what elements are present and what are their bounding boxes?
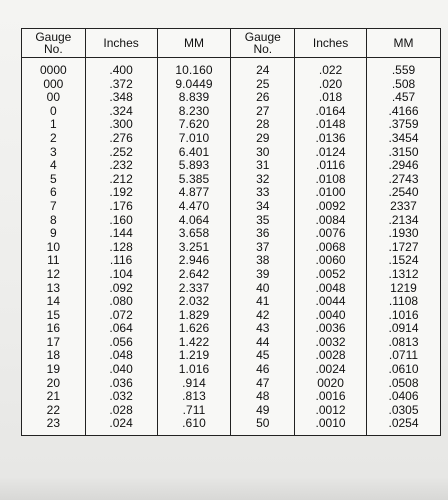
mm-right-cell: .457	[367, 91, 441, 105]
gauge-left-cell: 15	[22, 309, 86, 323]
mm-left-cell: 2.946	[157, 254, 231, 268]
inches-left-cell: .104	[85, 268, 157, 282]
inches-left-cell: .048	[85, 349, 157, 363]
inches-left-cell: .372	[85, 78, 157, 92]
mm-right-cell: .3150	[367, 146, 441, 160]
header-line: Inches	[312, 36, 349, 50]
inches-left-cell: .028	[85, 404, 157, 418]
mm-right-cell: .1016	[367, 309, 441, 323]
gauge-left-cell: 00	[22, 91, 86, 105]
inches-left-cell: .024	[85, 417, 157, 435]
gauge-left-cell: 7	[22, 200, 86, 214]
inches-left-cell: .300	[85, 118, 157, 132]
mm-left-cell: 7.620	[157, 118, 231, 132]
gauge-right-cell: 47	[231, 377, 295, 391]
table-row	[22, 404, 441, 418]
mm-right-cell: .1108	[367, 295, 441, 309]
gauge-left-cell: 23	[22, 417, 86, 435]
gauge-left-cell: 1	[22, 118, 86, 132]
inches-right-cell: .0016	[295, 390, 367, 404]
mm-left-cell: 3.251	[157, 241, 231, 255]
mm-right-cell: .2134	[367, 214, 441, 228]
header-inches-right	[295, 29, 367, 58]
gauge-left-cell: 22	[22, 404, 86, 418]
inches-right-cell: .020	[295, 78, 367, 92]
table-row	[22, 186, 441, 200]
gauge-left-cell: 14	[22, 295, 86, 309]
inches-left-cell: .176	[85, 200, 157, 214]
mm-left-cell: 5.893	[157, 159, 231, 173]
table-row	[22, 200, 441, 214]
mm-right-cell: .1727	[367, 241, 441, 255]
gauge-right-cell: 36	[231, 227, 295, 241]
gauge-left-cell: 16	[22, 322, 86, 336]
table-row	[22, 268, 441, 282]
gauge-left-cell: 3	[22, 146, 86, 160]
inches-left-cell: .192	[85, 186, 157, 200]
mm-left-cell: 5.385	[157, 173, 231, 187]
gauge-right-cell: 41	[231, 295, 295, 309]
header-line: No.	[253, 42, 273, 56]
inches-left-cell: .252	[85, 146, 157, 160]
inches-right-cell: .0092	[295, 200, 367, 214]
mm-left-cell: 8.839	[157, 91, 231, 105]
inches-right-cell: .0100	[295, 186, 367, 200]
mm-right-cell: .4166	[367, 105, 441, 119]
gauge-left-cell: 20	[22, 377, 86, 391]
gauge-left-cell: 11	[22, 254, 86, 268]
inches-left-cell: .160	[85, 214, 157, 228]
inches-left-cell: .080	[85, 295, 157, 309]
header-mm-right	[367, 29, 441, 58]
header-gauge-right	[231, 29, 295, 58]
mm-right-cell: .0508	[367, 377, 441, 391]
mm-left-cell: .610	[157, 417, 231, 435]
inches-left-cell: .232	[85, 159, 157, 173]
inches-right-cell: .0068	[295, 241, 367, 255]
inches-right-cell: .0108	[295, 173, 367, 187]
mm-left-cell: 1.422	[157, 336, 231, 350]
gauge-right-cell: 50	[231, 417, 295, 435]
gauge-left-cell: 0000	[22, 58, 86, 78]
mm-left-cell: 4.877	[157, 186, 231, 200]
table-row	[22, 377, 441, 391]
inches-right-cell: .0164	[295, 105, 367, 119]
mm-right-cell: .0254	[367, 417, 441, 435]
inches-left-cell: .128	[85, 241, 157, 255]
paper-bottom-shadow	[0, 478, 448, 500]
mm-left-cell: 6.401	[157, 146, 231, 160]
mm-left-cell: 3.658	[157, 227, 231, 241]
table-row	[22, 146, 441, 160]
gauge-right-cell: 25	[231, 78, 295, 92]
gauge-right-cell: 35	[231, 214, 295, 228]
gauge-left-cell: 18	[22, 349, 86, 363]
inches-right-cell: .0148	[295, 118, 367, 132]
mm-left-cell: 4.064	[157, 214, 231, 228]
inches-right-cell: .0060	[295, 254, 367, 268]
mm-left-cell: .914	[157, 377, 231, 391]
inches-right-cell: .022	[295, 58, 367, 78]
inches-right-cell: .0084	[295, 214, 367, 228]
mm-left-cell: 4.470	[157, 200, 231, 214]
gauge-right-cell: 27	[231, 105, 295, 119]
inches-right-cell: .0124	[295, 146, 367, 160]
mm-right-cell: .3454	[367, 132, 441, 146]
gauge-left-cell: 17	[22, 336, 86, 350]
mm-right-cell: .0406	[367, 390, 441, 404]
mm-right-cell: .0610	[367, 363, 441, 377]
inches-left-cell: .116	[85, 254, 157, 268]
gauge-right-cell: 39	[231, 268, 295, 282]
header-mm-left	[157, 29, 231, 58]
inches-right-cell: .0044	[295, 295, 367, 309]
header-line: MM	[184, 36, 204, 50]
gauge-conversion-table-container	[21, 28, 441, 436]
mm-left-cell: 2.642	[157, 268, 231, 282]
table-row	[22, 58, 441, 78]
mm-right-cell: 1219	[367, 282, 441, 296]
table-row	[22, 349, 441, 363]
mm-left-cell: 1.219	[157, 349, 231, 363]
gauge-conversion-table	[21, 28, 441, 436]
mm-right-cell: .1930	[367, 227, 441, 241]
inches-right-cell: .0040	[295, 309, 367, 323]
gauge-right-cell: 26	[231, 91, 295, 105]
table-row	[22, 173, 441, 187]
mm-right-cell: .3759	[367, 118, 441, 132]
header-line: Gauge	[35, 30, 72, 44]
gauge-left-cell: 000	[22, 78, 86, 92]
gauge-left-cell: 10	[22, 241, 86, 255]
gauge-left-cell: 0	[22, 105, 86, 119]
inches-right-cell: .0028	[295, 349, 367, 363]
mm-right-cell: 2337	[367, 200, 441, 214]
mm-right-cell: .0305	[367, 404, 441, 418]
table-row	[22, 309, 441, 323]
header-gauge-left	[22, 29, 86, 58]
table-header	[22, 29, 441, 58]
inches-right-cell: .018	[295, 91, 367, 105]
inches-left-cell: .040	[85, 363, 157, 377]
gauge-right-cell: 29	[231, 132, 295, 146]
gauge-left-cell: 13	[22, 282, 86, 296]
gauge-right-cell: 48	[231, 390, 295, 404]
mm-left-cell: 7.010	[157, 132, 231, 146]
table-row	[22, 390, 441, 404]
mm-left-cell: 9.0449	[157, 78, 231, 92]
inches-left-cell: .092	[85, 282, 157, 296]
inches-right-cell: .0012	[295, 404, 367, 418]
mm-right-cell: .0914	[367, 322, 441, 336]
table-row	[22, 241, 441, 255]
gauge-left-cell: 9	[22, 227, 86, 241]
gauge-right-cell: 32	[231, 173, 295, 187]
header-row	[22, 29, 441, 58]
gauge-right-cell: 37	[231, 241, 295, 255]
table-row	[22, 417, 441, 435]
gauge-right-cell: 40	[231, 282, 295, 296]
gauge-right-cell: 38	[231, 254, 295, 268]
table-row	[22, 132, 441, 146]
mm-right-cell: .0813	[367, 336, 441, 350]
inches-right-cell: .0116	[295, 159, 367, 173]
table-row	[22, 295, 441, 309]
gauge-right-cell: 33	[231, 186, 295, 200]
gauge-right-cell: 42	[231, 309, 295, 323]
mm-left-cell: 1.829	[157, 309, 231, 323]
table-row	[22, 118, 441, 132]
inches-left-cell: .036	[85, 377, 157, 391]
gauge-left-cell: 21	[22, 390, 86, 404]
gauge-right-cell: 46	[231, 363, 295, 377]
gauge-left-cell: 4	[22, 159, 86, 173]
gauge-right-cell: 24	[231, 58, 295, 78]
inches-left-cell: .212	[85, 173, 157, 187]
inches-right-cell: 0020	[295, 377, 367, 391]
gauge-right-cell: 45	[231, 349, 295, 363]
gauge-right-cell: 31	[231, 159, 295, 173]
mm-right-cell: .2946	[367, 159, 441, 173]
inches-right-cell: .0024	[295, 363, 367, 377]
mm-right-cell: .508	[367, 78, 441, 92]
inches-right-cell: .0032	[295, 336, 367, 350]
gauge-right-cell: 44	[231, 336, 295, 350]
mm-right-cell: .2540	[367, 186, 441, 200]
inches-right-cell: .0076	[295, 227, 367, 241]
mm-left-cell: 2.337	[157, 282, 231, 296]
inches-right-cell: .0048	[295, 282, 367, 296]
table-row	[22, 363, 441, 377]
inches-left-cell: .064	[85, 322, 157, 336]
mm-right-cell: .1524	[367, 254, 441, 268]
gauge-left-cell: 12	[22, 268, 86, 282]
mm-left-cell: .813	[157, 390, 231, 404]
table-row	[22, 78, 441, 92]
table-row	[22, 227, 441, 241]
table-row	[22, 159, 441, 173]
inches-right-cell: .0010	[295, 417, 367, 435]
header-line: No.	[43, 42, 63, 56]
gauge-right-cell: 43	[231, 322, 295, 336]
inches-left-cell: .400	[85, 58, 157, 78]
table-body	[22, 58, 441, 436]
gauge-right-cell: 28	[231, 118, 295, 132]
inches-left-cell: .056	[85, 336, 157, 350]
gauge-left-cell: 19	[22, 363, 86, 377]
inches-right-cell: .0052	[295, 268, 367, 282]
gauge-right-cell: 30	[231, 146, 295, 160]
header-inches-left	[85, 29, 157, 58]
inches-left-cell: .032	[85, 390, 157, 404]
gauge-left-cell: 5	[22, 173, 86, 187]
gauge-left-cell: 8	[22, 214, 86, 228]
mm-right-cell: .1312	[367, 268, 441, 282]
gauge-right-cell: 34	[231, 200, 295, 214]
header-line: Gauge	[244, 30, 281, 44]
inches-right-cell: .0136	[295, 132, 367, 146]
mm-left-cell: 1.016	[157, 363, 231, 377]
mm-right-cell: .0711	[367, 349, 441, 363]
inches-left-cell: .144	[85, 227, 157, 241]
table-row	[22, 336, 441, 350]
gauge-right-cell: 49	[231, 404, 295, 418]
mm-right-cell: .2743	[367, 173, 441, 187]
mm-left-cell: 2.032	[157, 295, 231, 309]
mm-left-cell: 8.230	[157, 105, 231, 119]
inches-left-cell: .072	[85, 309, 157, 323]
mm-right-cell: .559	[367, 58, 441, 78]
table-row	[22, 105, 441, 119]
table-row	[22, 254, 441, 268]
inches-left-cell: .348	[85, 91, 157, 105]
header-line: Inches	[103, 36, 139, 50]
mm-left-cell: 10.160	[157, 58, 231, 78]
table-row	[22, 91, 441, 105]
table-row	[22, 322, 441, 336]
table-row	[22, 214, 441, 228]
inches-right-cell: .0036	[295, 322, 367, 336]
gauge-left-cell: 6	[22, 186, 86, 200]
header-line: MM	[393, 36, 414, 50]
table-row	[22, 282, 441, 296]
mm-left-cell: .711	[157, 404, 231, 418]
gauge-left-cell: 2	[22, 132, 86, 146]
mm-left-cell: 1.626	[157, 322, 231, 336]
inches-left-cell: .276	[85, 132, 157, 146]
inches-left-cell: .324	[85, 105, 157, 119]
